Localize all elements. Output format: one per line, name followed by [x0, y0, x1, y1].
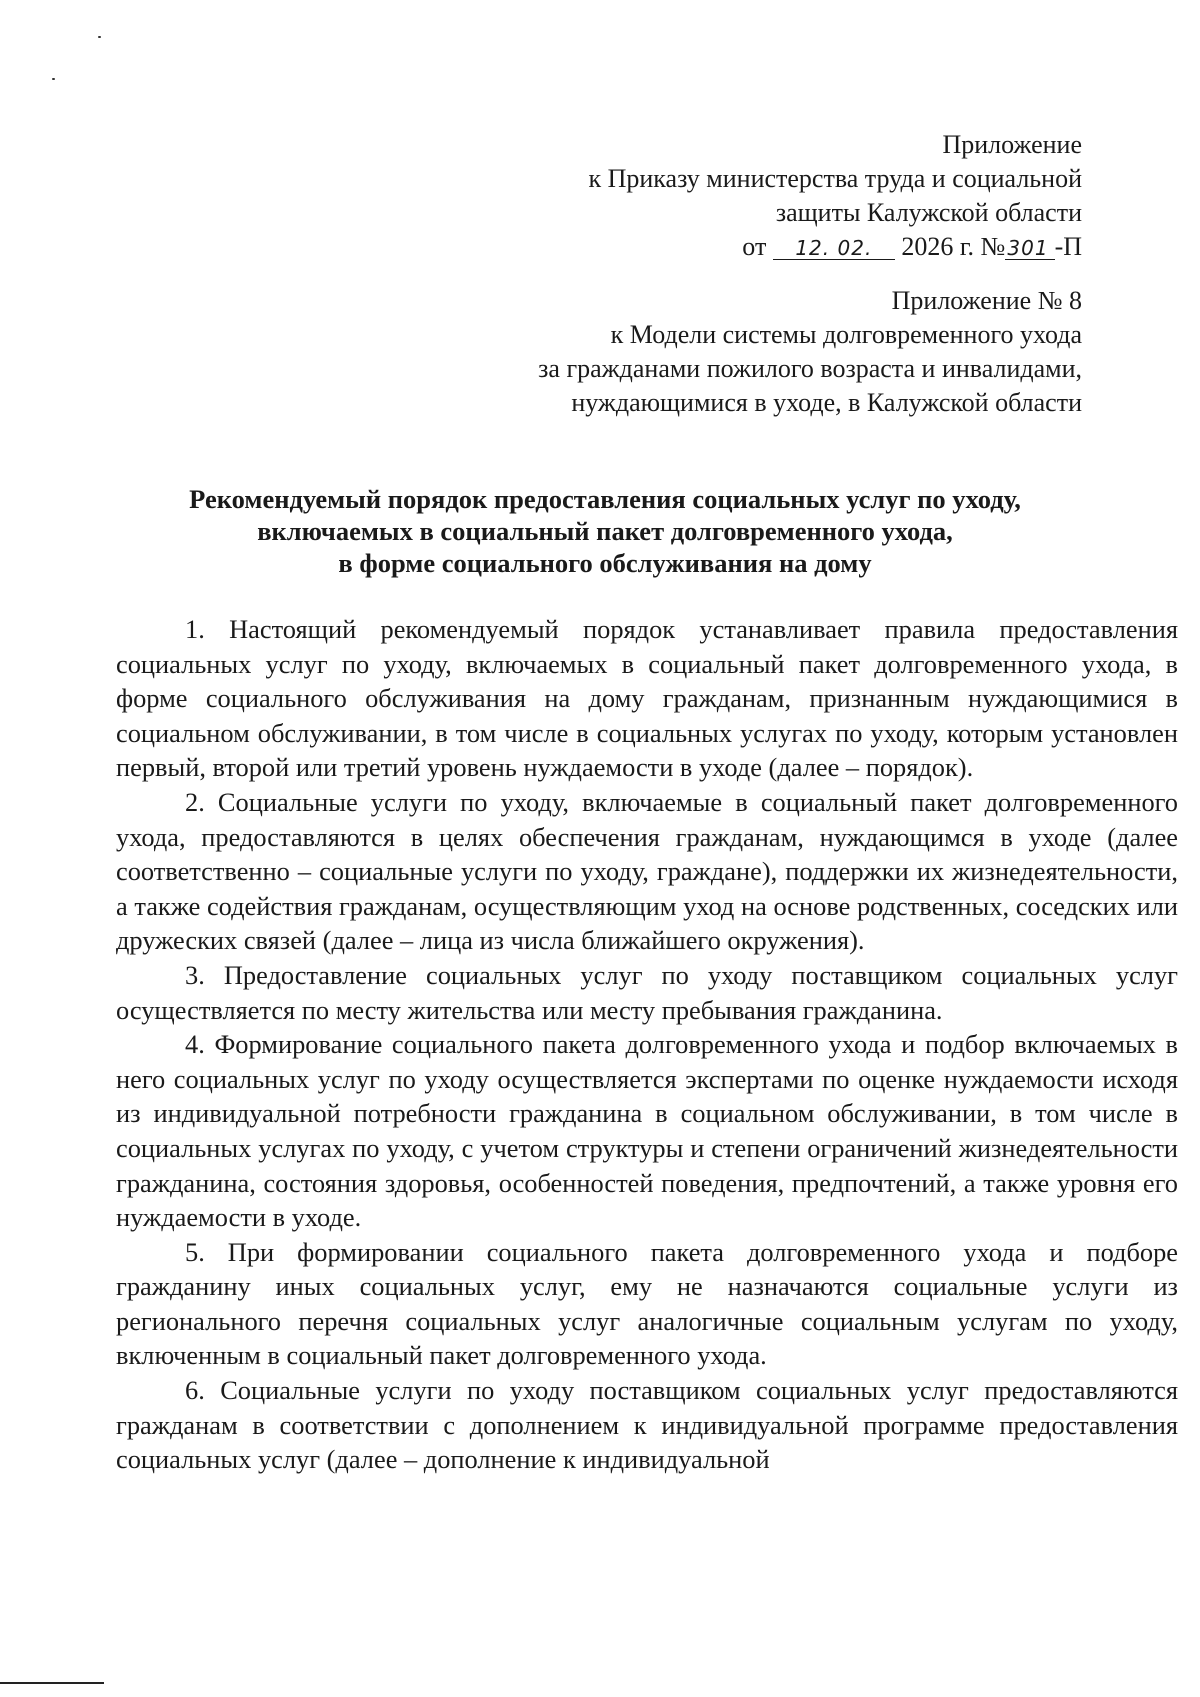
- model-appendix-label: Приложение № 8: [891, 286, 1082, 315]
- appendix-order-ref: к Приказу министерства труда и социальной: [588, 164, 1082, 193]
- document-title: [150, 483, 1060, 579]
- paragraph-2: 2. Социальные услуги по уходу, включаемые в социальный пакет долговременного ухода, предоставляются в целях обеспечения гражданам, нуждающимся в уходе (далее соответственно – социальные услуги по уходу, граждане), поддержки их жизнедеятельности, а также содействия гражданам, осуществляющим уход на основе родственных, соседских или дружеских связей (далее – лица из числа ближайшего окружения).: [116, 786, 1178, 956]
- model-appendix-line-4: нуждающимися в уходе, в Калужской области: [571, 388, 1082, 417]
- model-appendix-line-3: за гражданами пожилого возраста и инвалидами,: [538, 354, 1082, 383]
- footnote-separator: [0, 1682, 104, 1684]
- appendix-header: [588, 128, 1082, 264]
- model-appendix-header: [538, 284, 1082, 420]
- title-line-1: Рекомендуемый порядок предоставления социальных услуг по уходу,: [189, 484, 1021, 514]
- order-number-suffix: -П: [1054, 232, 1082, 261]
- document-body: [116, 612, 1178, 1477]
- date-year: 2026 г. №: [901, 232, 1006, 261]
- paragraph-4: 4. Формирование социального пакета долговременного ухода и подбор включаемых в него социальных услуг по уходу осуществляется экспертами по оценке нуждаемости исходя из индивидуальной потребности гражданина в социальном обслуживании, в том числе в социальных услугах по уходу, с учетом структуры и степени ограничений жизнедеятельности гражданина, состояния здоровья, особенностей поведения, предпочтений, а также уровня его нуждаемости в уходе.: [116, 1029, 1178, 1233]
- appendix-ministry-region: защиты Калужской области: [775, 198, 1082, 227]
- handwritten-date: 12. 02.: [773, 237, 895, 260]
- title-line-2: включаемых в социальный пакет долговременного ухода,: [257, 516, 953, 546]
- paragraph-6: 6. Социальные услуги по уходу поставщиком социальных услуг предоставляются гражданам в соответствии с дополнением к индивидуальной программе предоставления социальных услуг (далее – дополнение к индивидуальной: [116, 1375, 1178, 1475]
- model-appendix-line-2: к Модели системы долговременного ухода: [610, 320, 1082, 349]
- appendix-label: Приложение: [942, 130, 1082, 159]
- appendix-date-number-line: [588, 230, 1082, 264]
- paragraph-1: 1. Настоящий рекомендуемый порядок устанавливает правила предоставления социальных услуг по уходу, включаемых в социальный пакет долговременного ухода, в форме социального обслуживания на дому гражданам, признанным нуждающимися в социальном обслуживании, в том числе в социальных услугах по уходу, которым установлен первый, второй или третий уровень нуждаемости в уходе (далее – порядок).: [116, 614, 1178, 783]
- scan-artifact: [52, 78, 55, 80]
- scan-artifact: [98, 36, 101, 38]
- date-prefix: от: [742, 232, 767, 261]
- paragraph-5: 5. При формировании социального пакета долговременного ухода и подборе гражданину иных социальных услуг, ему не назначаются социальные услуги из регионального перечня социальных услуг аналогичные социальным услугам по уходу, включенным в социальный пакет долговременного ухода.: [116, 1236, 1178, 1371]
- title-line-3: в форме социального обслуживания на дому: [338, 548, 872, 578]
- paragraph-3: 3. Предоставление социальных услуг по уходу поставщиком социальных услуг осуществляется по месту жительства или месту пребывания гражданина.: [116, 959, 1178, 1025]
- handwritten-order-number: 301: [1005, 237, 1054, 260]
